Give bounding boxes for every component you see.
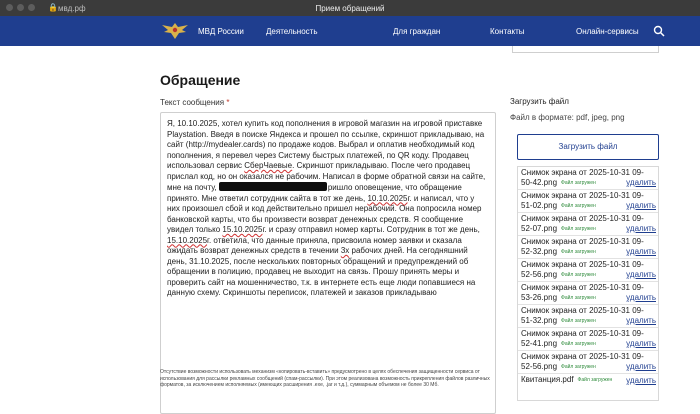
delete-file-link[interactable]: удалить [626,362,656,371]
eagle-emblem-icon[interactable] [160,21,190,41]
file-name: 52-07.png [521,224,558,233]
previous-field-box [512,46,659,53]
list-item [518,167,658,190]
copy-paste-notice: Отсутствие возможности использовать механизм «копировать-вставить» предусмотрено в целях обеспечения защищенности сервиса от использования для рассылки рекламных сообщений (спам-рассылки). При этом реализована возможность прикрепления файлов различных форматов, за исключением исполняемых (имеющих расширения .exe, .jar и т.д.), суммарным объемом не более 30 Мб. [160,369,490,388]
status-badge: Файл загружен [561,249,596,255]
message-part: г. и сразу отправил номер карты. Сотрудник в тот же день, [262,225,483,234]
required-mark: * [226,98,230,107]
file-name: 52-56.png [521,270,558,279]
nav-item-online-services[interactable]: Онлайн-сервисы [576,27,639,36]
status-badge: Файл загружен [561,203,596,209]
list-item [518,190,658,213]
file-name: Снимок экрана от 2025-10-31 09- [521,214,644,223]
list-item [518,351,658,374]
file-name: Снимок экрана от 2025-10-31 09- [521,260,644,269]
upload-file-button[interactable]: Загрузить файл [517,134,659,160]
lock-icon: 🔒 [48,3,58,12]
status-badge: Файл загружен [577,377,613,383]
file-name: 50-42.png [521,178,558,187]
file-name: Снимок экрана от 2025-10-31 09- [521,168,644,177]
upload-title: Загрузить файл [510,97,569,106]
list-item [518,328,658,351]
message-label [160,98,229,107]
search-icon[interactable] [653,25,665,37]
list-item [518,282,658,305]
delete-file-link[interactable]: удалить [626,201,656,210]
delete-file-link[interactable]: удалить [626,376,656,385]
spellcheck-word: СберЧаевые [244,161,293,170]
message-part: г. ответила, что данные приняла, присвоила номер заявки и сказала ожидать возврат денежных средств в течении [167,235,465,255]
delete-file-link[interactable]: удалить [626,247,656,256]
delete-file-link[interactable]: удалить [626,224,656,233]
message-text[interactable] [167,119,489,299]
message-part: . Скриншот прикладываю. После чего продавец прислал код, но он оказался не рабочим. Написал в форме обратной связи на сайте, мне на почту, [167,161,488,192]
file-name: 52-41.png [521,339,558,348]
message-part: ришло оповещение, что обращение принято. Мне ответил сотрудник сайта в тот же день, [167,183,465,203]
file-name: Снимок экрана от 2025-10-31 09- [521,306,644,315]
file-name: Снимок экрана от 2025-10-31 09- [521,191,644,200]
status-badge: Файл загружен [561,364,596,370]
site-navbar [0,16,700,46]
delete-file-link[interactable]: удалить [626,339,656,348]
spellcheck-word: 15.10.2025 [222,225,263,234]
page-title: Обращение [160,72,241,88]
file-name: Квитанция.pdf [521,375,574,384]
allowed-formats: Файл в формате: pdf, jpeg, png [510,113,625,122]
status-badge: Файл загружен [561,341,596,347]
file-name: 52-56.png [521,362,558,371]
message-part: Я, 10.10.2025, хотел купить код пополнения в игровой магазин на игровой приставке Playstation. Введя в поиске Яндекса и прошел по ссылке, скриншот прикладываю, на сайт (http://mydealer.cards) по продаже кодов. Выбрал и оплатив необходимый код пополнения, я перевел через Систему быстрых платежей, по QR коду. Продавец использовал сервис [167,119,487,170]
redacted-email [219,182,327,191]
list-item [518,213,658,236]
list-item [518,374,658,397]
file-name: 53-26.png [521,293,558,302]
file-name: Снимок экрана от 2025-10-31 09- [521,329,644,338]
message-part: г. и написал, что у них произошел сбой и код действительно пришел нерабочий. Она попросила номер банковской карты, что бы произвести возврат денежных средств. Я сообщение увидел только [167,193,484,234]
nav-item-citizens[interactable]: Для граждан [393,27,441,36]
file-name: 52-32.png [521,247,558,256]
list-item [518,259,658,282]
main-content [0,46,700,403]
nav-item-contacts[interactable]: Контакты [490,27,525,36]
spellcheck-word: 15.10.2025 [167,235,208,245]
delete-file-link[interactable]: удалить [626,316,656,325]
status-badge: Файл загружен [561,295,596,301]
file-name: Снимок экрана от 2025-10-31 09- [521,352,644,361]
status-badge: Файл загружен [561,180,596,186]
file-name: 51-02.png [521,201,558,210]
delete-file-link[interactable]: удалить [626,270,656,279]
list-item [518,236,658,259]
message-part: рабочих дней. На сегодняшний день, 31.10.2025, после нескольких повторных обращений и предупреждений об обращении в полицию, продавец не выходит на связь. Прошу принять меры и проверить сайт на мошенничество, т.к. в интернете есть еще люди попавшиеся на данную схему. Скриншоты переписок, платежей и заказов прикладываю [167,246,478,297]
status-badge: Файл загружен [561,226,596,232]
message-label-text: Текст сообщения [160,98,225,107]
delete-file-link[interactable]: удалить [626,293,656,302]
uploaded-files-list [517,166,659,401]
file-name: Снимок экрана от 2025-10-31 09- [521,283,644,292]
status-badge: Файл загружен [561,318,596,324]
tab-title: Прием обращений [315,4,385,13]
delete-file-link[interactable]: удалить [626,178,656,187]
nav-item-activity[interactable]: Деятельность [266,27,318,36]
status-badge: Файл загружен [561,272,596,278]
browser-toolbar [0,0,700,16]
file-name: 51-32.png [521,316,558,325]
brand-link[interactable]: МВД России [198,27,244,36]
spellcheck-word: 3х [340,246,350,255]
file-name: Снимок экрана от 2025-10-31 09- [521,237,644,246]
list-item [518,305,658,328]
spellcheck-word: 10.10.2025 [367,193,408,203]
address-bar[interactable]: мвд.рф [58,4,86,13]
